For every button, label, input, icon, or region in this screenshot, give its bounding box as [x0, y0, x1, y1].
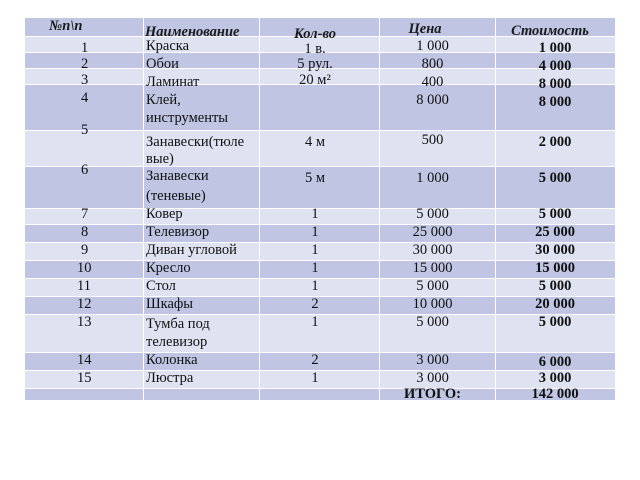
- cell-num: 1: [81, 40, 89, 56]
- cell-price: 400: [421, 74, 444, 90]
- cell-name-line2: (теневые): [146, 188, 206, 204]
- cell-num: 13: [77, 314, 92, 330]
- cell-name: Колонка: [146, 352, 198, 368]
- cell-qty: 1: [311, 260, 319, 276]
- cell-price: 1 000: [416, 38, 449, 54]
- cell-price: 25 000: [412, 224, 453, 240]
- cell-price: 3 000: [416, 370, 449, 386]
- cell-num: 4: [81, 90, 89, 106]
- cell-total: 3 000: [538, 370, 572, 386]
- cell-name: Шкафы: [146, 296, 194, 312]
- cell-num: 10: [77, 260, 92, 276]
- cell-num: 3: [81, 72, 89, 88]
- column-divider: [259, 18, 260, 400]
- cell-num: 2: [81, 56, 89, 72]
- row-divider: [25, 130, 615, 131]
- cell-total: 5 000: [538, 206, 572, 222]
- cell-total: 5 000: [538, 170, 572, 186]
- cell-price: 3 000: [416, 352, 449, 368]
- cell-qty: 1: [311, 370, 319, 386]
- header-num: №п\п: [49, 18, 83, 34]
- cell-total: 25 000: [535, 224, 575, 240]
- cell-num: 9: [81, 242, 89, 258]
- cell-total: 5 000: [538, 278, 572, 294]
- summary-value: 142 000: [531, 386, 579, 402]
- cell-total: 1 000: [538, 40, 572, 56]
- cell-price: 1 000: [416, 170, 449, 186]
- header-qty: Кол-во: [294, 26, 336, 42]
- row-divider: [25, 166, 615, 167]
- cell-qty: 2: [311, 352, 319, 368]
- cell-name-line2: телевизор: [146, 334, 208, 350]
- cell-qty: 20 м²: [299, 72, 331, 88]
- cell-price: 500: [421, 132, 444, 148]
- cell-price: 10 000: [412, 296, 453, 312]
- cell-total: 2 000: [538, 134, 572, 150]
- cell-total: 30 000: [535, 242, 575, 258]
- cell-price: 5 000: [416, 314, 449, 330]
- cell-qty: 1: [311, 278, 319, 294]
- cell-name: Люстра: [146, 370, 194, 386]
- cell-total: 15 000: [535, 260, 575, 276]
- cell-name: Обои: [146, 56, 179, 72]
- cell-price: 15 000: [412, 260, 453, 276]
- cell-total: 8 000: [538, 94, 572, 110]
- cell-name: Ламинат: [146, 74, 200, 90]
- cell-num: 11: [77, 278, 91, 294]
- cell-qty: 5 м: [304, 170, 326, 186]
- column-divider: [143, 18, 144, 400]
- cell-num: 7: [81, 206, 89, 222]
- cell-num: 14: [77, 352, 92, 368]
- cell-qty: 5 рул.: [297, 56, 333, 72]
- cell-qty: 1: [311, 206, 319, 222]
- cell-qty: 1 в.: [304, 41, 326, 57]
- summary-label: ИТОГО:: [403, 386, 461, 402]
- cell-price: 5 000: [416, 206, 449, 222]
- cell-num: 5: [81, 122, 89, 138]
- cell-name: Диван угловой: [146, 242, 237, 258]
- cell-qty: 1: [311, 224, 319, 240]
- cell-qty: 1: [311, 314, 319, 330]
- cell-price: 5 000: [416, 278, 449, 294]
- cell-name: Телевизор: [146, 224, 210, 240]
- cell-name: Ковер: [146, 206, 183, 222]
- cell-name-line1: Тумба под: [146, 316, 210, 332]
- header-price: Цена: [408, 21, 442, 37]
- cell-price: 30 000: [412, 242, 453, 258]
- cell-qty: 1: [311, 242, 319, 258]
- cell-name-line1: Занавески: [146, 168, 209, 184]
- cell-name: Стол: [146, 278, 176, 294]
- cell-num: 12: [77, 296, 92, 312]
- cell-name: Кресло: [146, 260, 191, 276]
- cell-price: 8 000: [416, 92, 449, 108]
- cell-total: 8 000: [538, 76, 572, 92]
- cell-total: 20 000: [535, 296, 575, 312]
- cell-price: 800: [421, 56, 444, 72]
- cell-qty: 4 м: [304, 134, 326, 150]
- cell-num: 8: [81, 224, 89, 240]
- cell-total: 4 000: [538, 58, 572, 74]
- header-total: Стоимость: [511, 23, 589, 39]
- cell-num: 15: [77, 370, 92, 386]
- cell-name-line1: Клей,: [146, 92, 181, 108]
- cell-total: 5 000: [538, 314, 572, 330]
- cell-num: 6: [81, 162, 89, 178]
- cell-name: Краска: [146, 38, 190, 54]
- cell-name-line1: Занавески(тюле: [146, 134, 245, 150]
- header-name: Наименование: [145, 24, 240, 40]
- cell-qty: 2: [311, 296, 319, 312]
- items-table: [25, 18, 615, 400]
- cell-name-line2: инструменты: [146, 110, 229, 126]
- cell-name-line2: вые): [146, 151, 174, 167]
- cell-total: 6 000: [538, 354, 572, 370]
